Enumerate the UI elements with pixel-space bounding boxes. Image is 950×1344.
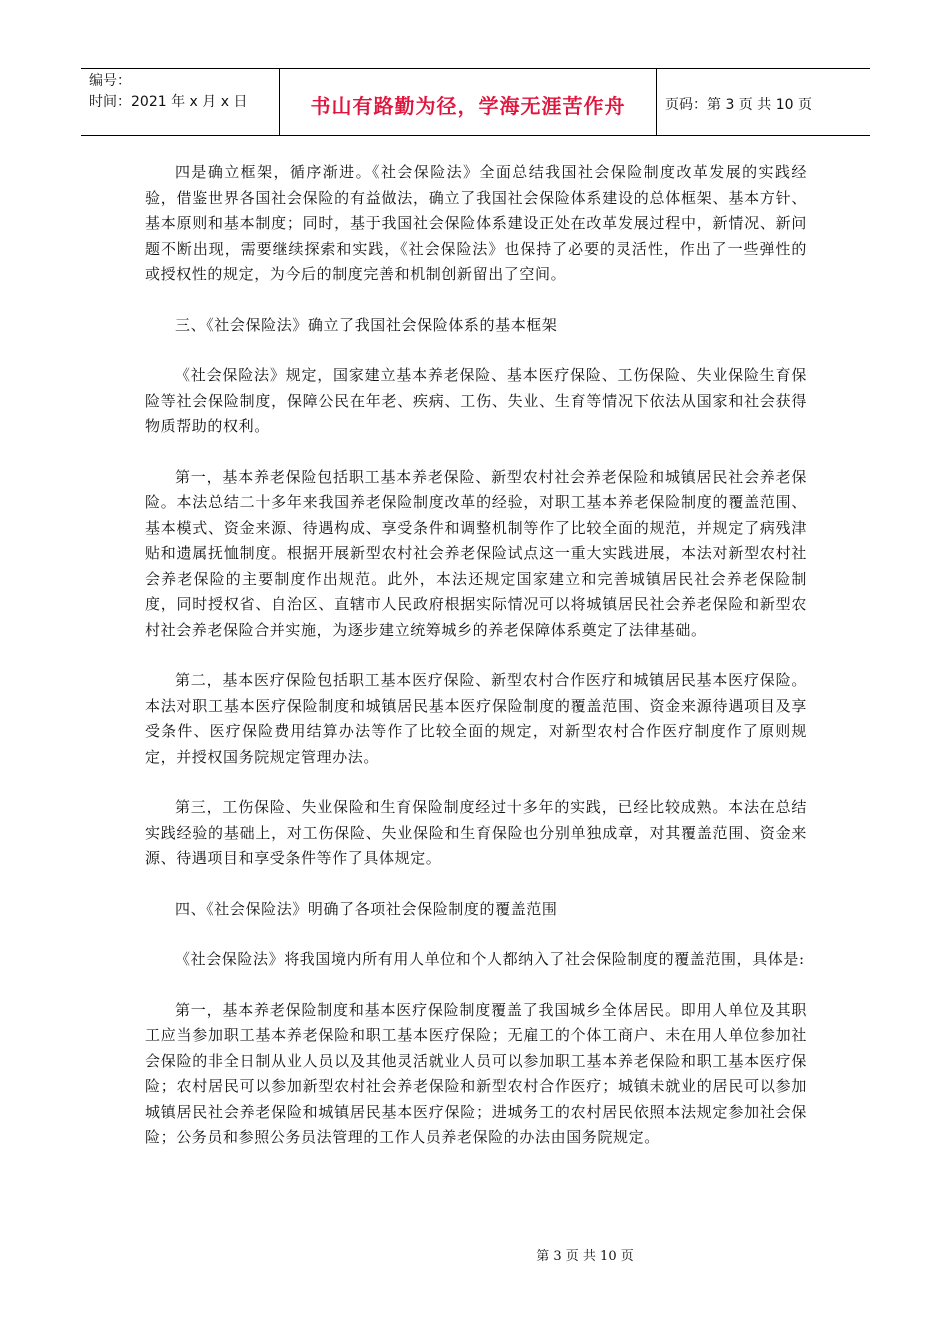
page-header: [81, 68, 870, 136]
header-motto: 书山有路勤为径，学海无涯苦作舟: [280, 69, 657, 135]
paragraph-provisions: 《社会保险法》规定，国家建立基本养老保险、基本医疗保险、工伤保险、失业保险生育保险等社会保险制度，保障公民在年老、疾病、工伤、失业、生育等情况下依法从国家和社会获得物质帮助的权利。: [145, 366, 807, 435]
paragraph-coverage-first: 第一，基本养老保险制度和基本医疗保险制度覆盖了我国城乡全体居民。即用人单位及其职工应当参加职工基本养老保险和职工基本医疗保险；无雇工的个体工商户、未在用人单位参加社会保险的非全日制从业人员以及其他灵活就业人员可以参加职工基本养老保险和职工基本医疗保险；农村居民可以参加新型农村社会养老保险和新型农村合作医疗；城镇未就业的居民可以参加城镇居民社会养老保险和城镇居民基本医疗保险；进城务工的农村居民依照本法规定参加社会保险；公务员和参照公务员法管理的工作人员养老保险的办法由国务院规定。: [145, 1000, 807, 1146]
header-page-number: 页码：第 3 页 共 10 页: [665, 97, 812, 113]
document-number-label: 编号：: [89, 73, 131, 89]
paragraph-injury-unemployment: 第三，工伤保险、失业保险和生育保险制度经过十多年的实践，已经比较成熟。本法在总结实践经验的基础上，对工伤保险、失业保险和生育保险也分别单独成章，对其覆盖范围、资金来源、待遇项目和享受条件等作了具体规定。: [145, 798, 807, 867]
paragraph-pension: 第一，基本养老保险包括职工基本养老保险、新型农村社会养老保险和城镇居民社会养老保险。本法总结二十多年来我国养老保险制度改革的经验，对职工基本养老保险制度的覆盖范围、基本模式、资金来源、待遇构成、享受条件和调整机制等作了比较全面的规范，并规定了病残津贴和遗属抚恤制度。根据开展新型农村社会养老保险试点这一重大实践进展，本法对新型农村社会养老保险的主要制度作出规范。此外，本法还规定国家建立和完善城镇居民社会养老保险制度，同时授权省、自治区、直辖市人民政府根据实际情况可以将城镇居民社会养老保险和新型农村社会养老保险合并实施，为逐步建立统筹城乡的养老保障体系奠定了法律基础。: [145, 467, 807, 639]
section-heading-4: 四、《社会保险法》明确了各项社会保险制度的覆盖范围: [175, 899, 558, 918]
page-footer: [0, 1245, 950, 1264]
header-meta: [81, 69, 280, 135]
paragraph-framework: 四是确立框架，循序渐进。《社会保险法》全面总结我国社会保险制度改革发展的实践经验，借鉴世界各国社会保险的有益做法，确立了我国社会保险体系建设的总体框架、基本方针、基本原则和基本制度；同时，基于我国社会保险体系建设正处在改革发展过程中，新情况、新问题不断出现，需要继续探索和实践，《社会保险法》也保持了必要的灵活性，作出了一些弹性的或授权性的规定，为今后的制度完善和机制创新留出了空间。: [145, 163, 807, 283]
footer-page-number: 第 3 页 共 10 页: [536, 1249, 634, 1264]
section-heading-3: 三、《社会保险法》确立了我国社会保险体系的基本框架: [175, 315, 558, 334]
paragraph-coverage-intro: 《社会保险法》将我国境内所有用人单位和个人都纳入了社会保险制度的覆盖范围，具体是:: [175, 950, 805, 968]
paragraph-medical: 第二，基本医疗保险包括职工基本医疗保险、新型农村合作医疗和城镇居民基本医疗保险。本法对职工基本医疗保险制度和城镇居民基本医疗保险制度的覆盖范围、资金来源待遇项目及享受条件、医疗保险费用结算办法等作了比较全面的规定，对新型农村合作医疗制度作了原则规定，并授权国务院规定管理办法。: [145, 671, 807, 766]
document-body: [145, 160, 807, 1151]
document-date-label: 时间：2021 年 x 月 x 日: [89, 94, 248, 110]
